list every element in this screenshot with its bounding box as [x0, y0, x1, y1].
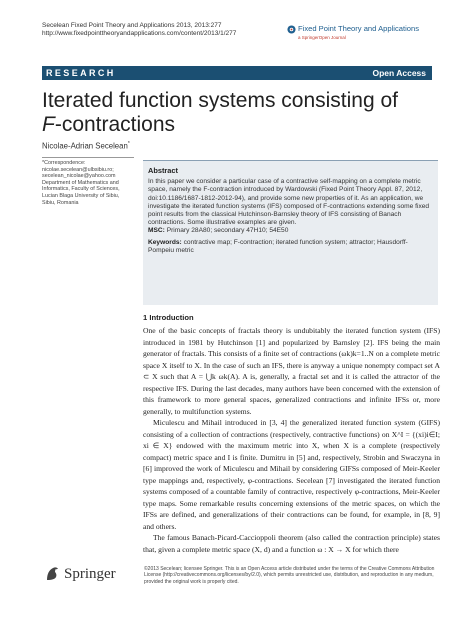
keywords-label: Keywords: — [148, 238, 182, 246]
article-title — [42, 89, 442, 137]
affiliation-line-2: Informatics, Faculty of Sciences, — [42, 186, 120, 193]
fixed-point-logo-icon — [287, 25, 296, 34]
section-heading-introduction: 1 Introduction — [143, 313, 194, 322]
article-type-banner — [42, 66, 432, 80]
citation-url[interactable]: http://www.fixedpointtheoryandapplications.com/content/2013/1/277 — [42, 30, 237, 37]
author-correspondence-mark: * — [127, 141, 130, 147]
paragraph-3: The famous Banach-Picard-Caccioppoli theorem (also called the contraction principle) states that, given a complete metric space (X, d) and a function ω : X → X for which there — [143, 533, 440, 554]
springer-wordmark: Springer — [64, 566, 116, 582]
correspondence-email-2[interactable]: secelean_nicolae@yahoo.com — [42, 173, 116, 180]
author — [42, 141, 130, 151]
msc-label: MSC: — [148, 227, 165, 235]
msc-text: Primary 28A80; secondary 47H10; 54E50 — [166, 227, 289, 235]
abstract-heading: Abstract — [148, 166, 178, 175]
correspondence-label: *Correspondence: — [42, 160, 86, 166]
affiliation-line-4: Sibiu, Romania — [42, 199, 79, 206]
license-text: ©2013 Secelean; licensee Springer. This is an Open Access article distributed under the terms of the Creative Commons Attribution License (http://creativecommons.org/licenses/by/2.0), which permits unrestricted use, distribution, and reproduction in any medium, provided the original work is properly cited. — [144, 566, 435, 585]
title-line-2 — [42, 113, 442, 137]
correspondence-email-1[interactable]: nicolae.secelean@ulbsibiu.ro; — [42, 166, 114, 173]
keywords-line — [148, 239, 433, 255]
body-text — [143, 325, 440, 555]
paragraph-1: One of the basic concepts of fractals theory is undubitably the iterated function system (IFS) introduced in 1981 by Hutchinson [1] and popularized by Barnsley [2]. IFS being the main generator of fractals. This consists of a finite set of contractions (ωk)k=1..N on a complete metric space X itself to X. In the case of such an IFS, there is anyway a unique nonempty compact set A ⊂ X such that A = ⋃k ωk(A). A is, generally, a fractal set and it is called the attractor of the respective IFS. During the last decades, many authors have been concerned with the extension of this framework to more general spaces, generalized contractions and infinite IFSs or, more generally, to multifunction systems. — [143, 326, 440, 416]
correspondence-block — [42, 160, 134, 206]
title-line-1: Iterated function systems consisting of — [42, 89, 399, 112]
correspondence-divider — [42, 157, 134, 158]
open-access-label: Open Access — [372, 68, 426, 78]
journal-logo-subtitle: a SpringerOpen Journal — [298, 35, 346, 40]
paragraph-2: Miculescu and Mihail introduced in [3, 4] the generalized iterated function system (GIFS) consisting of a collection of contractions (respectively, contractive functions) on X^I = {(xi)i∈I; xi ∈ X} endowed with the maximum metric into X, when X is a complete (respectively compact) metric space and I is finite. Dumitru in [5] and, respectively, Strobin and Swaczyna in [6] improved the work of Miculescu and Mihail by considering GIFSs composed of Meir-Keeler type mappings and, respectively, φ-contractions. Secelean [7] investigated the iterated function systems composed of a countable family of contractive, respectively φ-contractions, Meir-Keeler type maps. Some remarkable results concerning extensions of the metric spaces, on which the IFSs are defined, and generalizations of their contractions can be found, for example, in [8, 9] and others. — [143, 418, 440, 531]
journal-logo-title: Fixed Point Theory and Applications — [298, 24, 420, 33]
author-name[interactable]: Nicolae-Adrian Secelean — [42, 141, 128, 151]
research-label: RESEARCH — [46, 68, 116, 78]
citation-line-1: Secelean Fixed Point Theory and Applications 2013, 2013:277 — [42, 22, 222, 29]
keywords-text: contractive map; F-contraction; iterated function system; attractor; Hausdorff-Pompeiu metric — [148, 238, 408, 254]
abstract-text: In this paper we consider a particular case of a contractive self-mapping on a complete metric space, namely the F-contraction introduced by Wardowski (Fixed Point Theory Appl. 87, 2012, doi:10.1186/1687-1812-2012-94), and provide some new properties of it. As an application, we investigate the iterated function systems (IFS) composed of F-contractions extending some fixed point results from the classical Hutchinson-Barnsley theory of IFS consisting of Banach contractions. Some illustrative examples are given. — [148, 178, 430, 227]
affiliation-line-3: Lucian Blaga University of Sibiu, — [42, 192, 120, 199]
abstract-box — [143, 160, 438, 305]
springer-horse-icon — [44, 564, 60, 582]
title-italic-f: F — [42, 113, 55, 136]
title-line-2-rest: -contractions — [54, 113, 176, 136]
msc-line — [148, 227, 433, 235]
affiliation-line-1: Department of Mathematics and — [42, 179, 119, 186]
